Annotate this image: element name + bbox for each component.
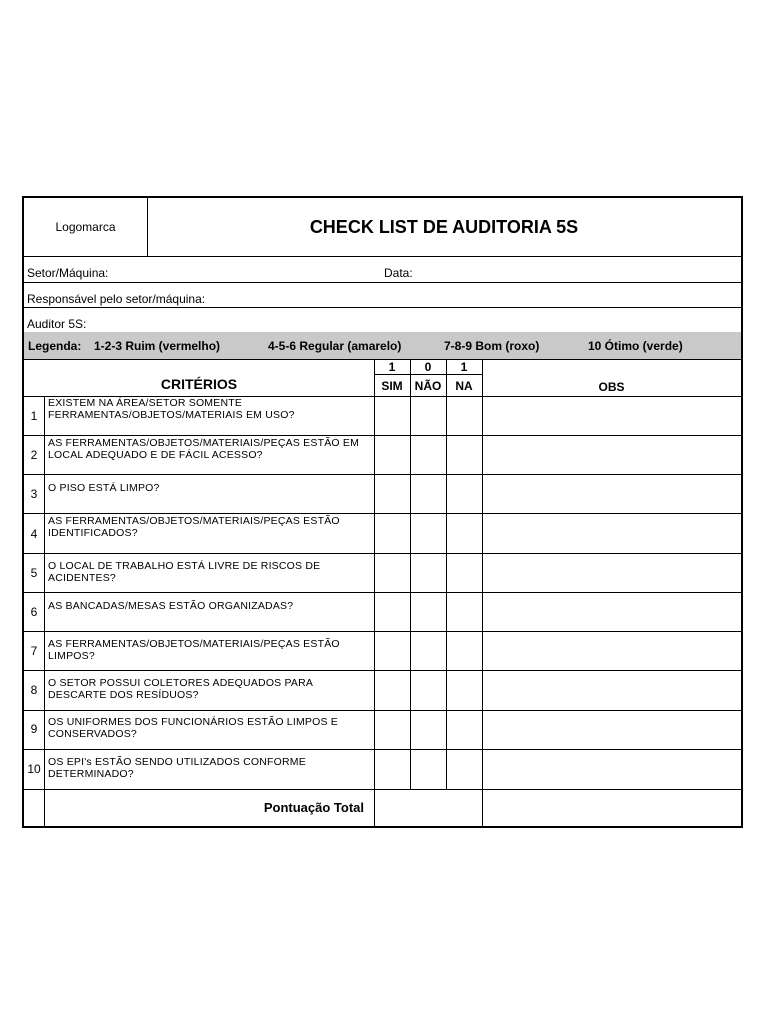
criterion-text: O LOCAL DE TRABALHO ESTÁ LIVRE DE RISCOS DE ACIDENTES? <box>48 560 321 584</box>
logo-placeholder: Logomarca <box>55 220 116 234</box>
divider <box>24 474 741 475</box>
legend-bar <box>24 332 741 359</box>
responsible-field-label[interactable]: Responsável pelo setor/máquina: <box>27 292 206 306</box>
criterion-text: EXISTEM NA ÁREA/SETOR SOMENTE FERRAMENTAS/OBJETOS/MATERIAIS EM USO? <box>48 397 295 421</box>
divider <box>24 631 741 632</box>
divider <box>24 513 741 514</box>
total-score-cell[interactable] <box>375 790 482 828</box>
legend-item-bom: 7-8-9 Bom (roxo) <box>444 339 540 353</box>
divider <box>24 749 741 750</box>
legend-item-otimo: 10 Ótimo (verde) <box>588 339 683 353</box>
criterion-text: AS FERRAMENTAS/OBJETOS/MATERIAIS/PEÇAS ESTÃO EM LOCAL ADEQUADO E DE FÁCIL ACESSO? <box>48 437 360 461</box>
criterion-text: AS FERRAMENTAS/OBJETOS/MATERIAIS/PEÇAS ESTÃO LIMPOS? <box>48 638 340 662</box>
row-number: 4 <box>30 527 38 541</box>
divider <box>374 374 482 375</box>
legend-item-ruim: 1-2-3 Ruim (vermelho) <box>94 339 221 353</box>
col-nao: NÃO <box>414 379 442 393</box>
criterion-text: OS EPI's ESTÃO SENDO UTILIZADOS CONFORME DETERMINADO? <box>48 756 306 780</box>
row-number: 10 <box>27 762 41 776</box>
score-sim: 1 <box>388 360 396 374</box>
divider <box>24 282 741 283</box>
row-number: 7 <box>30 644 38 658</box>
row-number: 8 <box>30 683 38 697</box>
date-field-label[interactable]: Data: <box>384 266 413 280</box>
criterion-text: O SETOR POSSUI COLETORES ADEQUADOS PARA DESCARTE DOS RESÍDUOS? <box>48 677 313 701</box>
criterion-text: OS UNIFORMES DOS FUNCIONÁRIOS ESTÃO LIMPOS E CONSERVADOS? <box>48 716 339 740</box>
legend-label: Legenda: <box>28 339 82 353</box>
legend-item-regular: 4-5-6 Regular (amarelo) <box>268 339 402 353</box>
divider <box>446 359 447 789</box>
divider <box>44 396 45 828</box>
divider <box>24 435 741 436</box>
row-number: 1 <box>30 409 38 423</box>
criterion-text: O PISO ESTÁ LIMPO? <box>48 482 160 494</box>
criterion-text: AS FERRAMENTAS/OBJETOS/MATERIAIS/PEÇAS ESTÃO IDENTIFICADOS? <box>48 515 340 539</box>
col-sim: SIM <box>381 379 403 393</box>
divider <box>24 710 741 711</box>
score-nao: 0 <box>424 360 432 374</box>
checklist-form <box>22 196 743 828</box>
divider <box>482 359 483 828</box>
divider <box>410 359 411 789</box>
col-na: NA <box>455 379 473 393</box>
row-number: 5 <box>30 566 38 580</box>
total-score-label: Pontuação Total <box>263 800 364 815</box>
divider <box>24 592 741 593</box>
divider <box>374 359 375 828</box>
row-number: 6 <box>30 605 38 619</box>
sector-field-label[interactable]: Setor/Máquina: <box>27 266 109 280</box>
page-title: CHECK LIST DE AUDITORIA 5S <box>309 216 579 237</box>
row-number: 3 <box>30 487 38 501</box>
divider <box>24 670 741 671</box>
row-number: 9 <box>30 722 38 736</box>
divider <box>24 307 741 308</box>
divider <box>24 256 741 257</box>
obs-header: OBS <box>598 380 625 394</box>
score-na: 1 <box>460 360 468 374</box>
row-number: 2 <box>30 448 38 462</box>
criterion-text: AS BANCADAS/MESAS ESTÃO ORGANIZADAS? <box>48 600 294 612</box>
criteria-header: CRITÉRIOS <box>160 376 238 392</box>
divider <box>24 553 741 554</box>
auditor-field-label[interactable]: Auditor 5S: <box>27 317 87 331</box>
